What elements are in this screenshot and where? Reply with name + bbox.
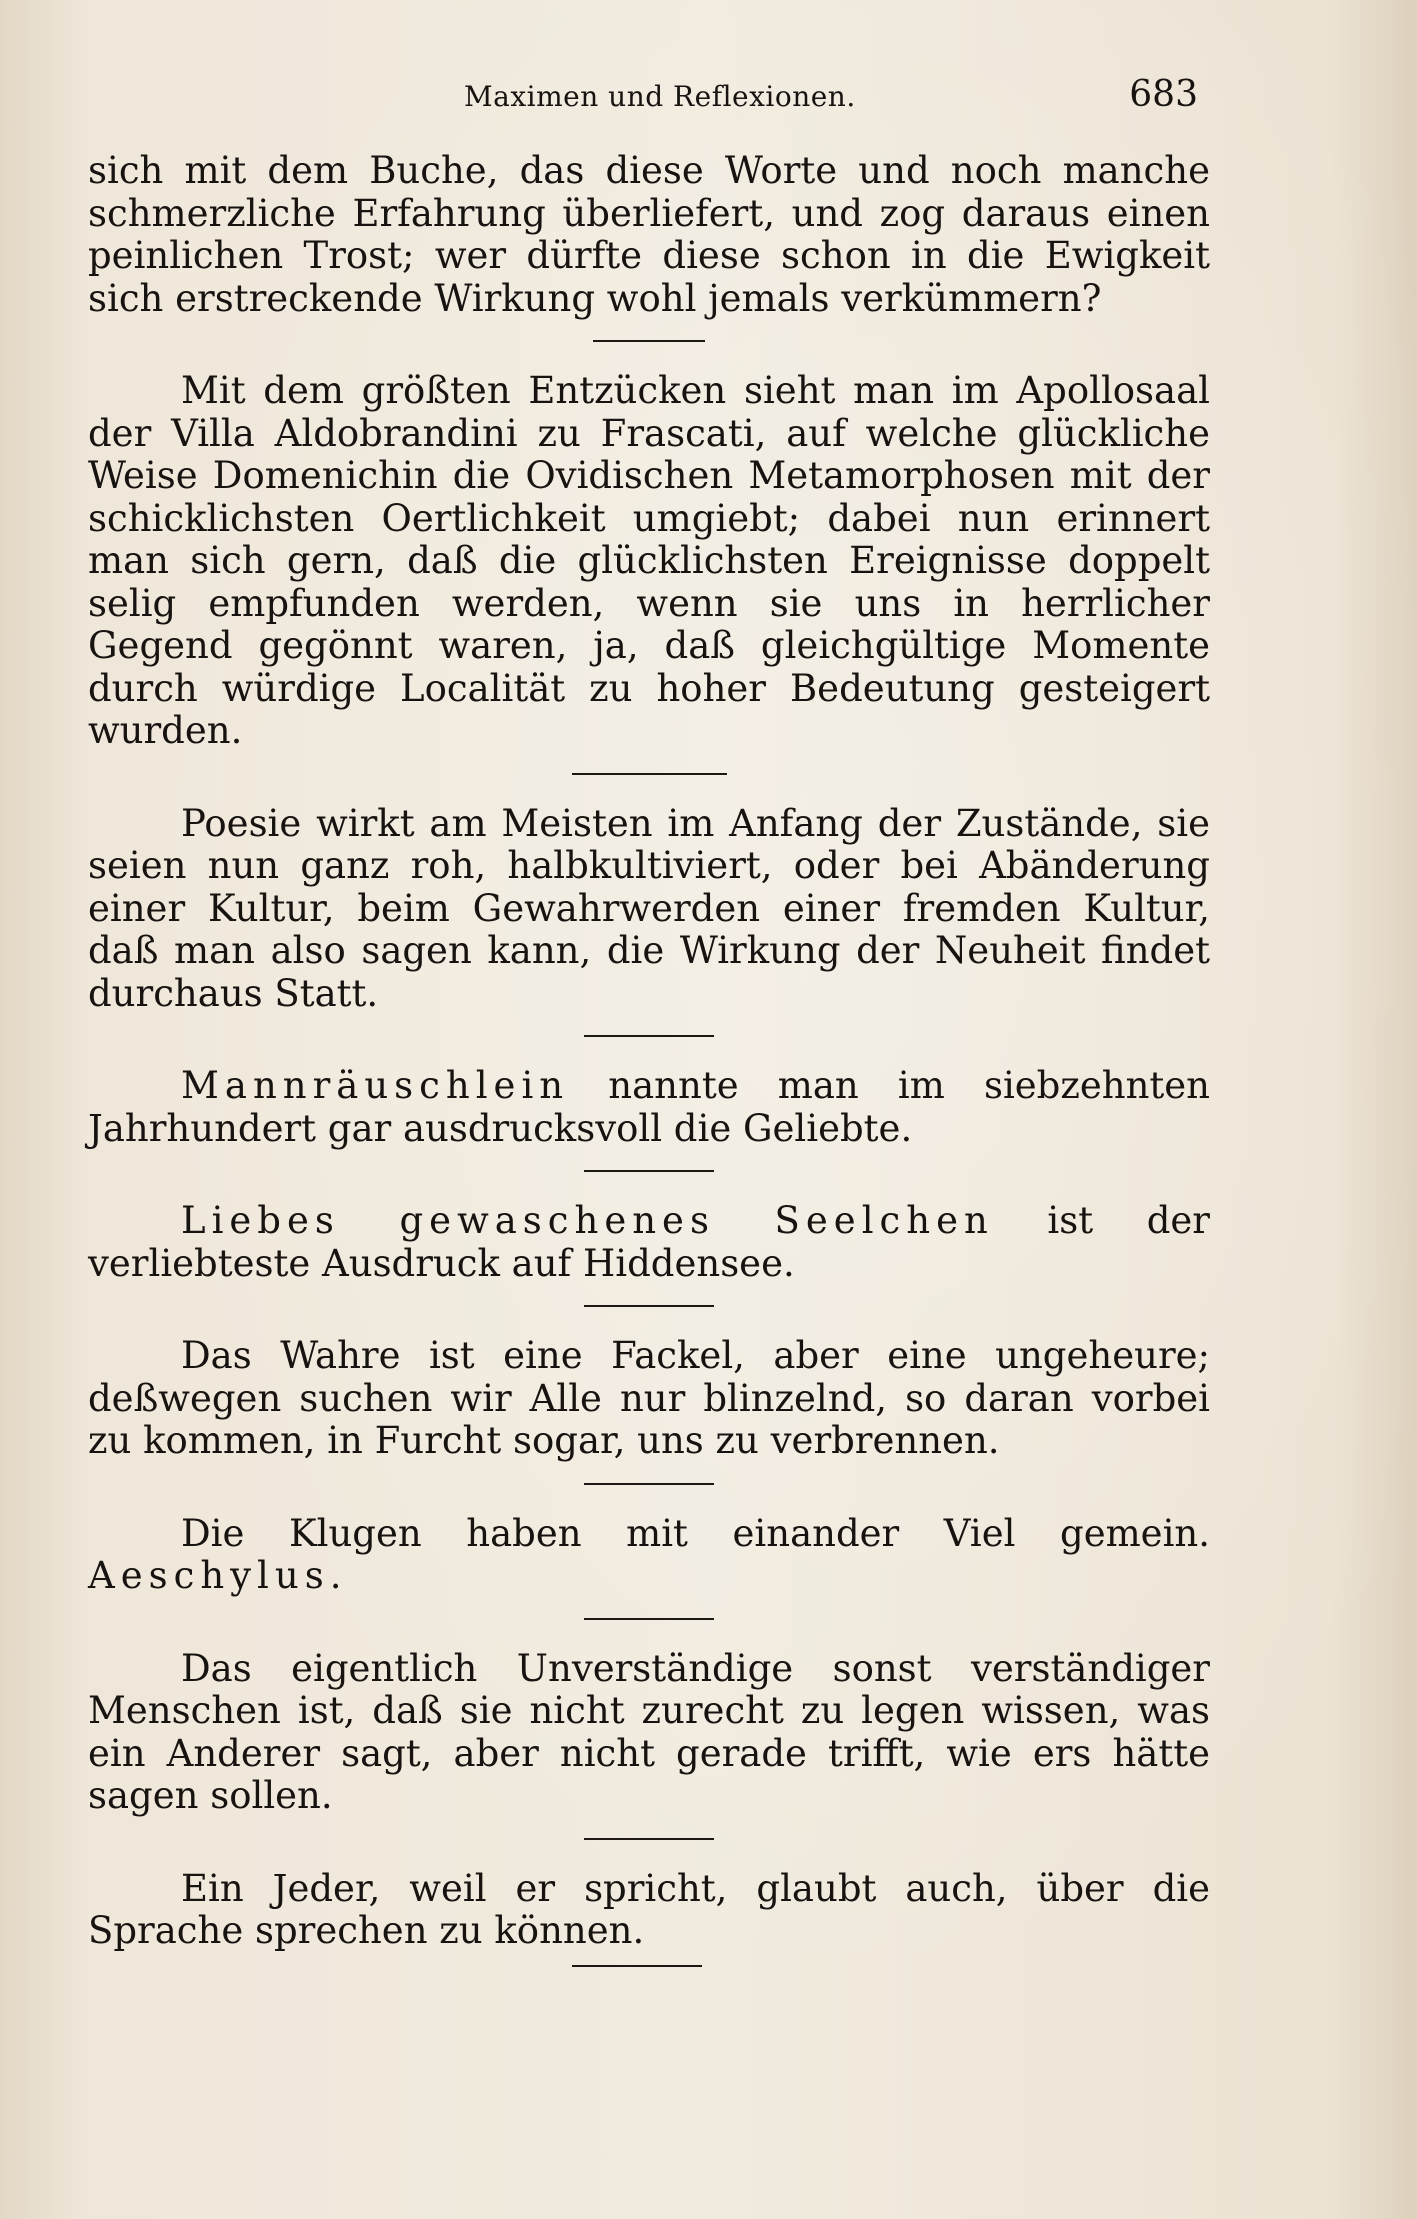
spaced-term: Liebes gewaschenes Seelchen	[181, 1199, 994, 1242]
spaced-term: Mannräuschlein	[181, 1064, 570, 1107]
section-divider	[584, 1170, 714, 1172]
section-divider	[572, 1965, 702, 1967]
paragraph-text: nannte man im siebzehnten Jahrhundert gar ausdrucksvoll die Geliebte.	[88, 1064, 1210, 1150]
paragraph-mannraeuschlein	[88, 1065, 1210, 1150]
paragraph-villa-aldobrandini: Mit dem größten Entzücken sieht man im Apollosaal der Villa Aldobrandini zu Frascati, auf welche glückliche Weise Domenichin die Ovidischen Metamorphosen mit der schicklichsten Oertlichkeit umgiebt; dabei nun erinnert man sich gern, daß die glücklichsten Ereignisse doppelt selig empfunden werden, wenn sie uns in herrlicher Gegend gegönnt waren, ja, daß gleichgültige Momente durch würdige Localität zu hoher Bedeutung gesteigert wurden.	[88, 369, 1210, 752]
page-header	[88, 74, 1198, 124]
paragraph-die-klugen	[88, 1513, 1210, 1598]
paragraph-ein-jeder: Ein Jeder, weil er spricht, glaubt auch, über die Sprache sprechen zu können.	[88, 1866, 1210, 1952]
page-number: 683	[1129, 74, 1198, 115]
paragraph-seelchen	[88, 1200, 1210, 1285]
section-divider	[584, 1305, 714, 1307]
section-divider	[584, 1035, 714, 1037]
paragraph-continuation: sich mit dem Buche, das diese Worte und noch manche schmerzliche Erfahrung überliefert, und zog daraus einen peinlichen Trost; wer dürfte diese schon in die Ewigkeit sich erstreckende Wirkung wohl jemals verkümmern?	[88, 149, 1210, 320]
paragraph-poesie: Poesie wirkt am Meisten im Anfang der Zustände, sie seien nun ganz roh, halbkultiviert, oder bei Abänderung einer Kultur, beim Gewahrwerden einer fremden Kultur, daß man also sagen kann, die Wirkung der Neuheit findet durchaus Statt.	[88, 801, 1210, 1015]
paragraph-text: Die Klugen haben mit einander Viel gemein.	[181, 1511, 1210, 1555]
section-divider	[584, 1483, 714, 1485]
paragraph-unverstaendige: Das eigentlich Unverständige sonst verständiger Menschen ist, daß sie nicht zurecht zu legen wissen, was ein Anderer sagt, aber nicht gerade trifft, wie ers hätte sagen sollen.	[88, 1646, 1210, 1817]
running-title: Maximen und Reflexionen.	[464, 80, 856, 113]
section-divider	[584, 1618, 714, 1620]
paragraph-text: ist der verliebteste Ausdruck auf Hiddensee.	[88, 1199, 1210, 1285]
page-body	[88, 150, 1210, 1967]
author-attribution: Aeschylus.	[88, 1554, 348, 1597]
section-divider	[584, 1838, 714, 1840]
section-divider	[572, 773, 727, 775]
paragraph-das-wahre: Das Wahre ist eine Fackel, aber eine ungeheure; deßwegen suchen wir Alle nur blinzelnd, so daran vorbei zu kommen, in Furcht sogar, uns zu verbrennen.	[88, 1334, 1210, 1462]
section-divider	[593, 340, 705, 342]
